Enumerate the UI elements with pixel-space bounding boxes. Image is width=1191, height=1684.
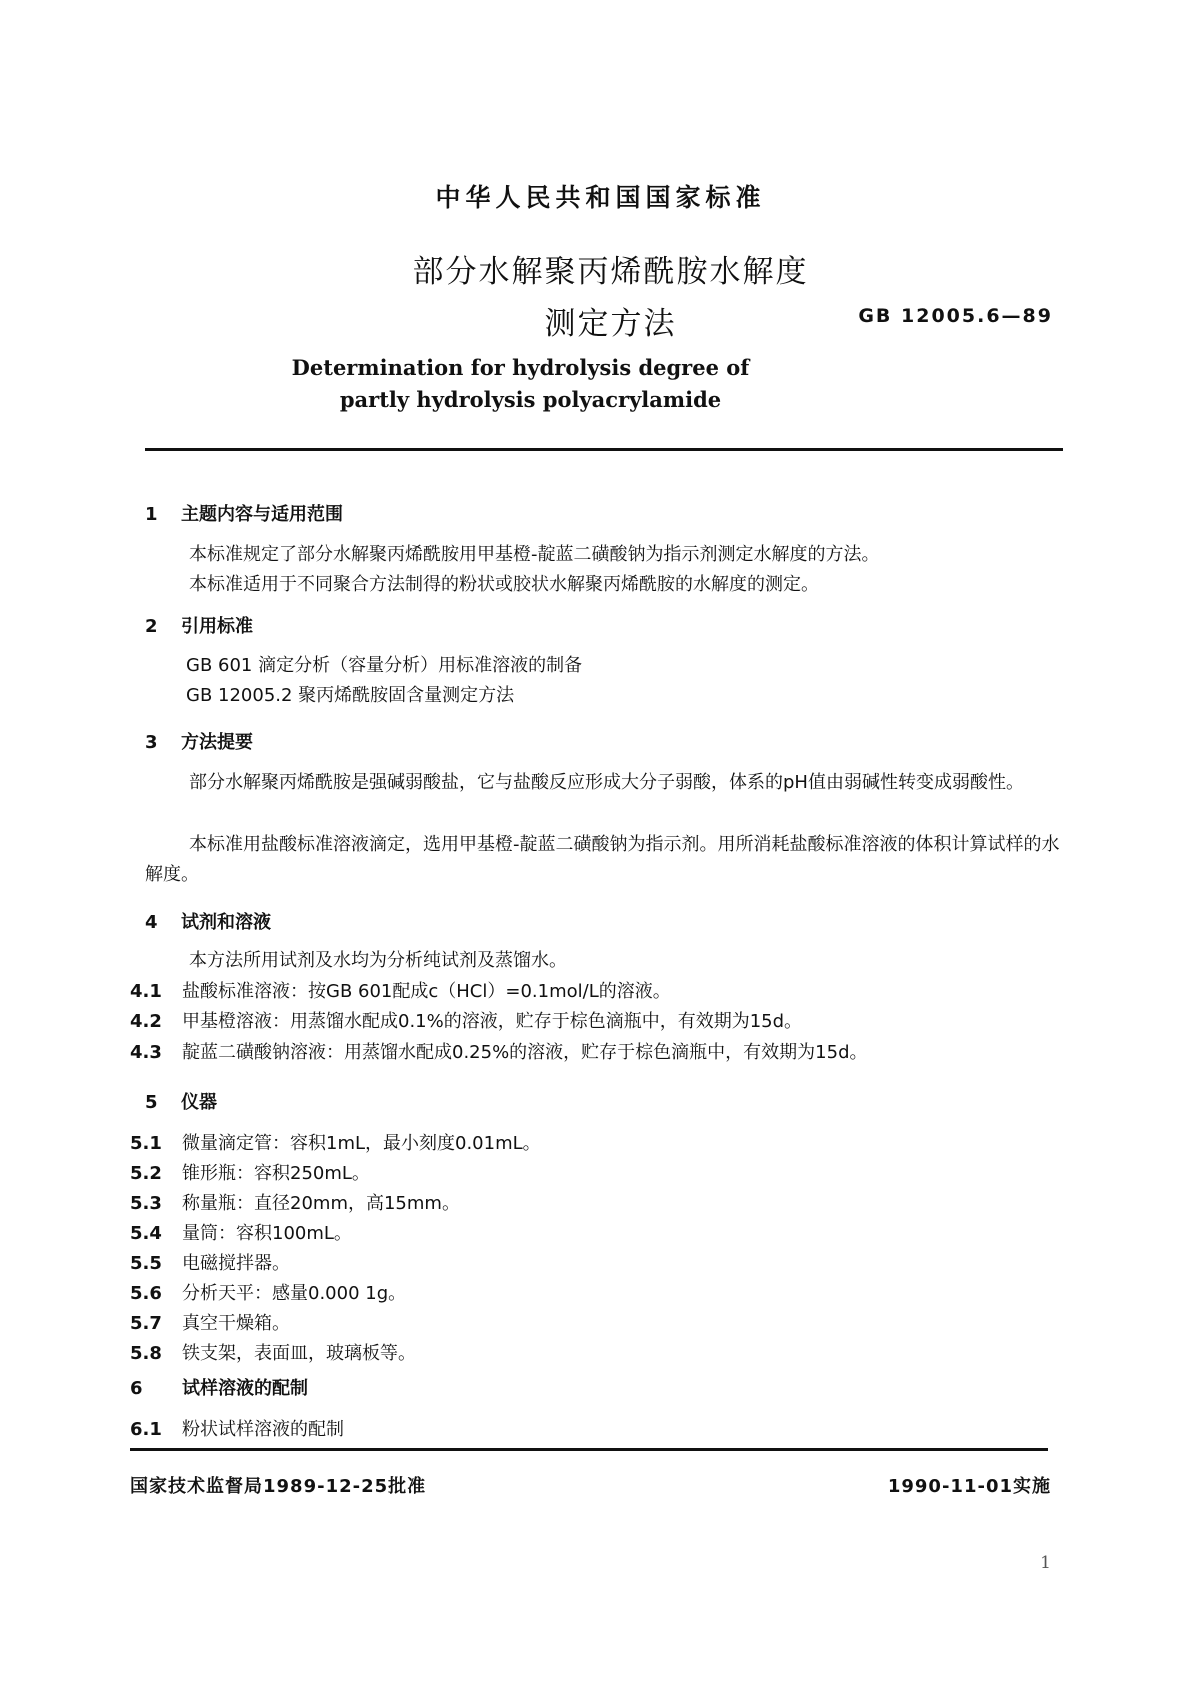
section-6-heading bbox=[130, 1374, 308, 1400]
item-number: 5.5 bbox=[130, 1253, 162, 1274]
section-1-paragraph-1: 本标准规定了部分水解聚丙烯酰胺用甲基橙-靛蓝二磺酸钠为指示剂测定水解度的方法。 bbox=[189, 544, 880, 565]
item-number: 4.3 bbox=[130, 1042, 162, 1063]
item-6-1 bbox=[130, 1416, 344, 1444]
item-number: 4.1 bbox=[130, 981, 162, 1002]
section-number: 6 bbox=[130, 1378, 143, 1399]
section-title: 方法提要 bbox=[181, 732, 253, 753]
document-title-line2: 测定方法 bbox=[544, 306, 677, 342]
item-text: 量筒：容积100mL。 bbox=[182, 1223, 352, 1244]
item-number: 6.1 bbox=[130, 1419, 162, 1440]
item-text: 甲基橙溶液：用蒸馏水配成0.1%的溶液，贮存于棕色滴瓶中，有效期为15d。 bbox=[182, 1011, 803, 1032]
section-number: 3 bbox=[145, 732, 158, 753]
item-5-5 bbox=[130, 1250, 290, 1278]
item-5-7 bbox=[130, 1310, 290, 1338]
item-text: 称量瓶：直径20mm，高15mm。 bbox=[182, 1193, 460, 1214]
standard-code: GB 12005.6—89 bbox=[858, 305, 1053, 327]
section-1-heading bbox=[145, 500, 343, 526]
item-text: 微量滴定管：容积1mL，最小刻度0.01mL。 bbox=[182, 1133, 541, 1154]
item-number: 5.1 bbox=[130, 1133, 162, 1154]
item-number: 4.2 bbox=[130, 1011, 162, 1032]
item-number: 5.6 bbox=[130, 1283, 162, 1304]
section-number: 1 bbox=[145, 504, 158, 525]
effective-date: 1990-11-01实施 bbox=[887, 1476, 1051, 1497]
item-number: 5.4 bbox=[130, 1223, 162, 1244]
english-title-line2: partly hydrolysis polyacrylamide bbox=[339, 387, 722, 412]
item-4-1 bbox=[130, 978, 671, 1006]
header-divider bbox=[145, 448, 1063, 451]
reference-gb12005-2: GB 12005.2 聚丙烯酰胺固含量测定方法 bbox=[186, 685, 515, 706]
page-number: 1 bbox=[1040, 1553, 1051, 1573]
section-title: 试剂和溶液 bbox=[181, 912, 271, 933]
reference-gb601: GB 601 滴定分析（容量分析）用标准溶液的制备 bbox=[186, 655, 583, 676]
section-3-heading bbox=[145, 728, 253, 754]
item-text: 盐酸标准溶液：按GB 601配成c（HCl）=0.1mol/L的溶液。 bbox=[182, 981, 671, 1002]
footer-divider bbox=[130, 1448, 1048, 1451]
national-standard-title: 中华人民共和国国家标准 bbox=[435, 183, 766, 212]
section-number: 2 bbox=[145, 616, 158, 637]
item-5-8 bbox=[130, 1340, 416, 1368]
section-3-paragraph-2: 本标准用盐酸标准溶液滴定，选用甲基橙-靛蓝二磺酸钠为指示剂。用所消耗盐酸标准溶液的体积计算试样的水解度。 bbox=[145, 834, 1060, 885]
section-2-heading bbox=[145, 612, 253, 638]
section-5-heading bbox=[145, 1088, 217, 1114]
section-title: 主题内容与适用范围 bbox=[181, 504, 343, 525]
item-text: 真空干燥箱。 bbox=[182, 1313, 290, 1334]
section-title: 仪器 bbox=[181, 1092, 217, 1113]
item-5-1 bbox=[130, 1130, 541, 1158]
item-4-2 bbox=[130, 1008, 802, 1036]
item-number: 5.3 bbox=[130, 1193, 162, 1214]
item-text: 靛蓝二磺酸钠溶液：用蒸馏水配成0.25%的溶液，贮存于棕色滴瓶中，有效期为15d。 bbox=[182, 1042, 868, 1063]
item-5-4 bbox=[130, 1220, 352, 1248]
item-number: 5.2 bbox=[130, 1163, 162, 1184]
section-number: 5 bbox=[145, 1092, 158, 1113]
document-title-line1: 部分水解聚丙烯酰胺水解度 bbox=[412, 254, 809, 290]
section-title: 引用标准 bbox=[181, 616, 253, 637]
item-text: 铁支架，表面皿，玻璃板等。 bbox=[182, 1343, 416, 1364]
item-number: 5.7 bbox=[130, 1313, 162, 1334]
section-number: 4 bbox=[145, 912, 158, 933]
item-text: 锥形瓶：容积250mL。 bbox=[182, 1163, 370, 1184]
item-text: 电磁搅拌器。 bbox=[182, 1253, 290, 1274]
section-4-heading bbox=[145, 908, 271, 934]
section-1-paragraph-2: 本标准适用于不同聚合方法制得的粉状或胶状水解聚丙烯酰胺的水解度的测定。 bbox=[189, 574, 819, 595]
item-number: 5.8 bbox=[130, 1343, 162, 1364]
approval-date: 国家技术监督局1989-12-25批准 bbox=[130, 1476, 427, 1497]
item-4-3 bbox=[130, 1039, 868, 1067]
item-text: 分析天平：感量0.000 1g。 bbox=[182, 1283, 407, 1304]
section-3-paragraph-1: 部分水解聚丙烯酰胺是强碱弱酸盐，它与盐酸反应形成大分子弱酸，体系的pH值由弱碱性转变成弱酸性。 bbox=[189, 772, 1024, 793]
item-5-6 bbox=[130, 1280, 406, 1308]
item-5-2 bbox=[130, 1160, 370, 1188]
item-text: 粉状试样溶液的配制 bbox=[182, 1419, 344, 1440]
item-5-3 bbox=[130, 1190, 460, 1218]
section-title: 试样溶液的配制 bbox=[182, 1378, 308, 1399]
english-title-line1: Determination for hydrolysis degree of bbox=[291, 355, 750, 380]
section-4-paragraph: 本方法所用试剂及水均为分析纯试剂及蒸馏水。 bbox=[189, 950, 567, 971]
